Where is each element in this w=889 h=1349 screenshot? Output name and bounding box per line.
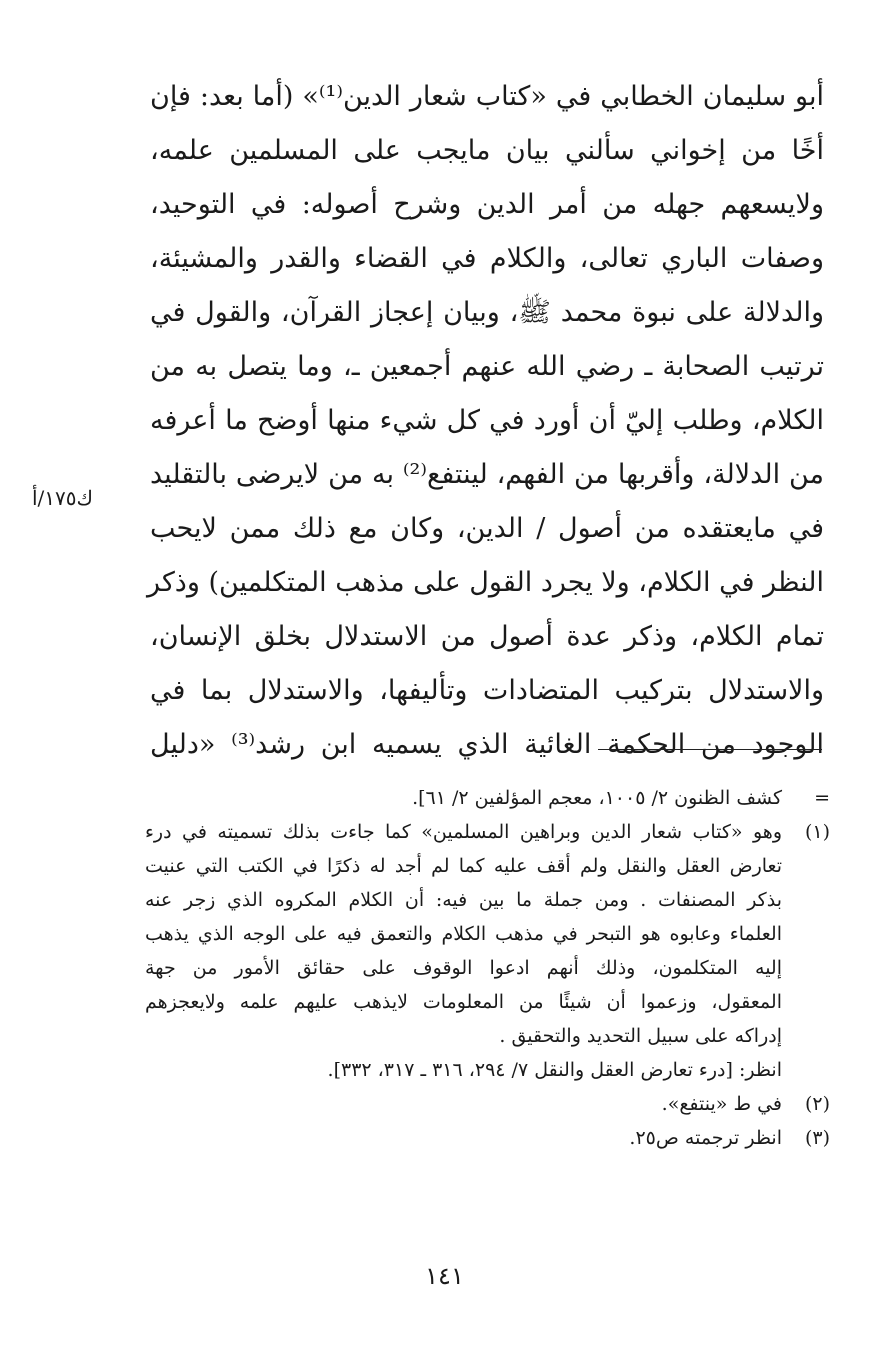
page-number: ١٤١ xyxy=(425,1262,464,1290)
main-text-line: في مايعتقده من أصول / الدين، وكان مع ذلك ممن لايحب xyxy=(150,513,824,544)
main-text-line: ولايسعهم جهله من أمر الدين وشرح أصوله: في التوحيد، xyxy=(150,189,824,220)
footnote-separator xyxy=(598,749,822,750)
manuscript-folio-marker: ك١٧٥/أ xyxy=(32,486,94,510)
main-text-line: من الدلالة، وأقربها من الفهم، لينتفع⁽²⁾ به من لايرضى بالتقليد xyxy=(150,459,824,490)
footnotes xyxy=(145,781,830,1155)
footnote-text: المعقول، وزعموا أن شيئًا من المعلومات لايذهب عليهم علمه ولايعجزهم xyxy=(145,991,782,1013)
footnote-text: انظر: [درء تعارض العقل والنقل ٧/ ٢٩٤، ٣١٦ ـ ٣١٧، ٣٣٢]. xyxy=(327,1059,782,1081)
footnote-line xyxy=(145,849,830,883)
main-text-line: الوجود من الحكمة الغائية الذي يسميه ابن رشد⁽³⁾ «دليل xyxy=(150,729,824,760)
main-text-line: والاستدلال بتركيب المتضادات وتأليفها، والاستدلال بما في xyxy=(150,675,824,706)
main-text-line: النظر في الكلام، ولا يجرد القول على مذهب المتكلمين) وذكر xyxy=(147,567,824,598)
footnote-1 xyxy=(145,815,830,849)
footnote-line xyxy=(145,883,830,917)
footnote-marker: (٣) xyxy=(804,1127,830,1149)
footnote-text: بذكر المصنفات . ومن جملة ما بين فيه: أن الكلام المكروه الذي زجر عنه xyxy=(145,889,782,911)
footnote-line xyxy=(145,1053,830,1087)
footnote-marker: (٢) xyxy=(804,1093,830,1115)
footnote-text: إليه المتكلمون، وذلك أنهم ادعوا الوقوف على حقائق الأمور من جهة xyxy=(145,957,782,979)
footnote-marker: = xyxy=(814,787,830,809)
main-text-line: وصفات الباري تعالى، والكلام في القضاء والقدر والمشيئة، xyxy=(150,243,824,274)
footnote-text: انظر ترجمته ص٢٥. xyxy=(629,1127,782,1149)
footnote-text: وهو «كتاب شعار الدين وبراهين المسلمين» كما جاءت بذلك تسميته في درء xyxy=(145,821,782,843)
main-text-line: تمام الكلام، وذكر عدة أصول من الاستدلال بخلق الإنسان، xyxy=(150,621,824,652)
main-text-line: الكلام، وطلب إليّ أن أورد في كل شيء منها أوضح ما أعرفه xyxy=(150,405,824,436)
footnote-text: تعارض العقل والنقل ولم أقف عليه كما لم أجد له ذكرًا في الكتب التي عنيت xyxy=(145,855,782,877)
footnote-line xyxy=(145,1019,830,1053)
footnote-3 xyxy=(145,1121,830,1155)
main-text-line: أبو سليمان الخطابي في «كتاب شعار الدين⁽¹⁾» (أما بعد: فإن xyxy=(150,81,824,112)
main-text-line: أخًا من إخواني سألني بيان مايجب على المسلمين علمه، xyxy=(150,135,824,166)
footnote-line xyxy=(145,951,830,985)
footnote-2 xyxy=(145,1087,830,1121)
footnote-text: إدراكه على سبيل التحديد والتحقيق . xyxy=(499,1025,782,1047)
footnote-text: كشف الظنون ٢/ ١٠٠٥، معجم المؤلفين ٢/ ٦١]. xyxy=(412,787,782,809)
footnote-text: العلماء وعابوه هو التبحر في مذهب الكلام والتعمق فيه على الوجه الذي يذهب xyxy=(145,923,782,945)
main-text xyxy=(147,70,824,772)
footnote-line xyxy=(145,917,830,951)
footnote-marker: (١) xyxy=(804,821,830,843)
footnote-continuation xyxy=(145,781,830,815)
main-text-line: والدلالة على نبوة محمد ﷺ، وبيان إعجاز القرآن، والقول في xyxy=(150,297,824,328)
footnote-text: في ط «ينتفع». xyxy=(661,1093,782,1115)
main-text-line: ترتيب الصحابة ـ رضي الله عنهم أجمعين ـ، وما يتصل به من xyxy=(150,351,824,382)
footnote-line xyxy=(145,985,830,1019)
